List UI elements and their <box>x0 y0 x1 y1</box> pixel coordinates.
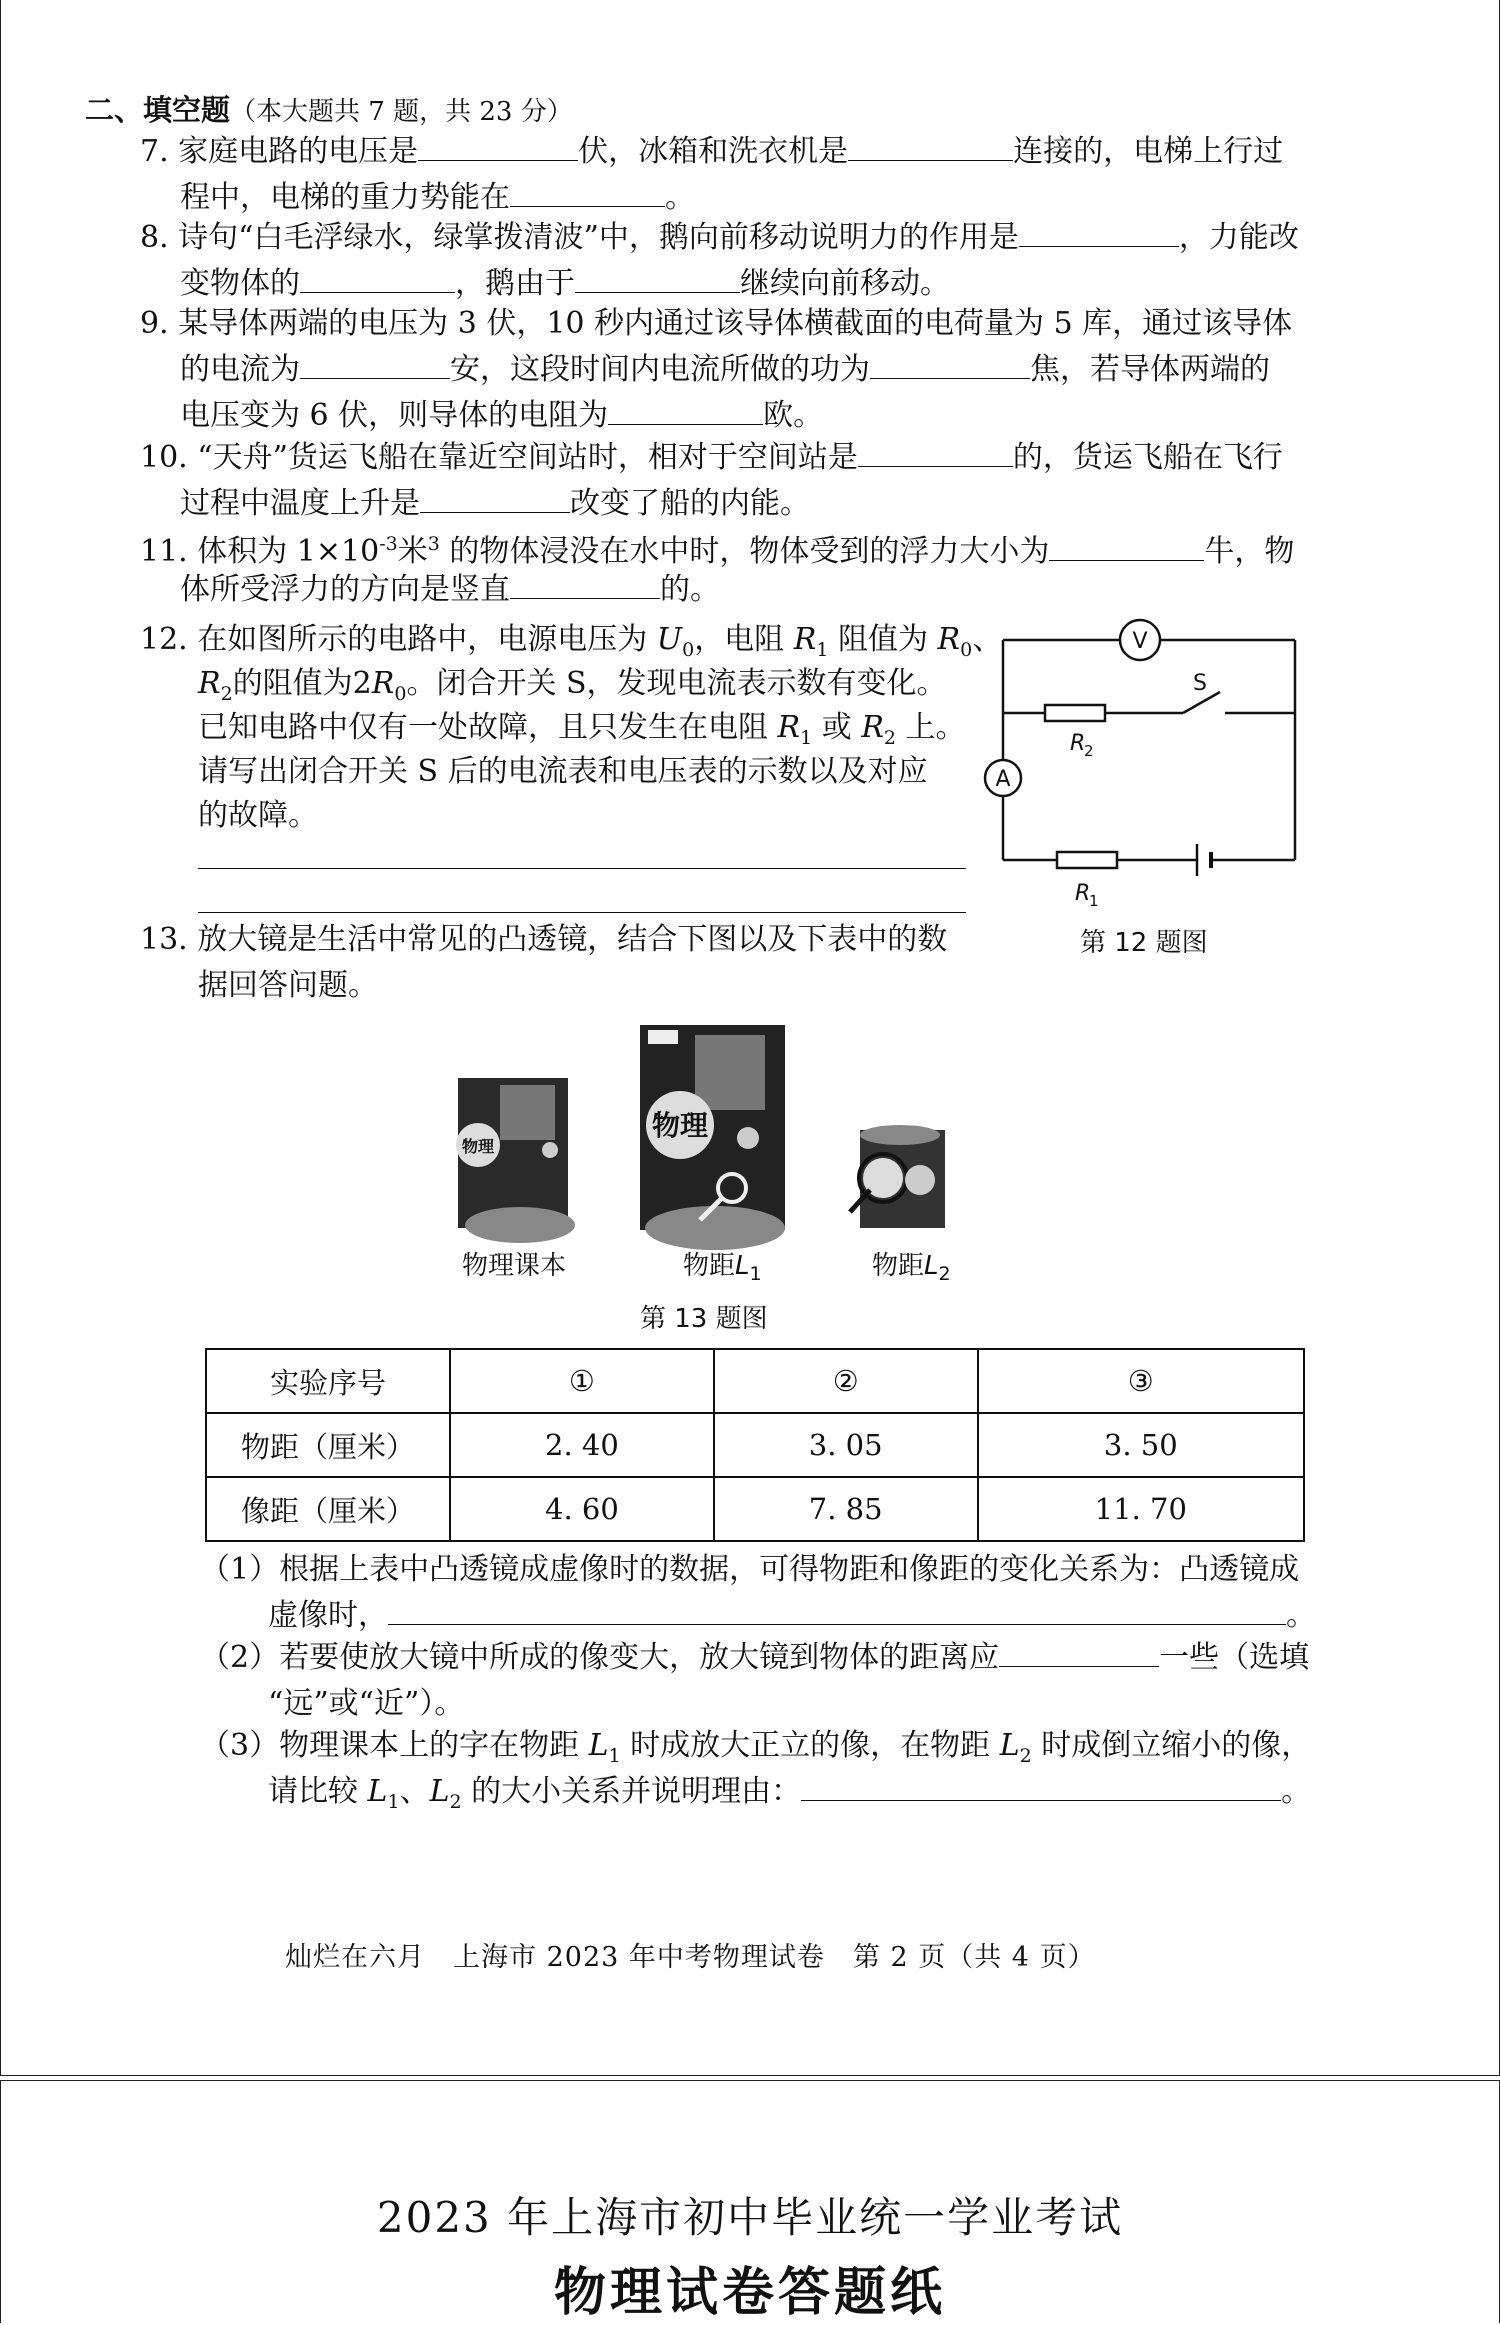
figure-13-books <box>450 1020 1030 1240</box>
question-10-line-1: 10. “天舟”货运飞船在靠近空间站时，相对于空间站是 的，货运飞船在飞行 <box>140 436 1283 480</box>
question-10-line-2: 过程中温度上升是 改变了船的内能。 <box>180 482 810 526</box>
resistor-r1 <box>1057 852 1117 868</box>
sub-question-1-line-1: （1）根据上表中凸透镜成虚像时的数据，可得物距和像距的变化关系为：凸透镜成 <box>200 1552 1300 1587</box>
question-12-line-1: 12. 在如图所示的电路中，电源电压为 $U_0$，电阻 $R_1$ 阻值为 $R_0$、 <box>140 622 1003 661</box>
figure-13-label-3: 物距$L_2$ <box>872 1251 951 1286</box>
figure-13-caption: 第 13 题图 <box>640 1304 768 1334</box>
sub-question-1-line-2: 虚像时， 。 <box>268 1594 1316 1638</box>
resistor-r2 <box>1045 705 1105 721</box>
question-7-line-1: 7. 家庭电路的电压是 伏，冰箱和洗衣机是 连接的，电梯上行过 <box>140 130 1283 174</box>
question-12-line-3: 已知电路中仅有一处故障，且只发生在电阻 $R_1$ 或 $R_2$ 上。 <box>198 710 966 749</box>
question-9-line-2: 的电流为 安，这段时间内电流所做的功为 焦，若导体两端的 <box>180 348 1270 392</box>
question-13-line-2: 据回答问题。 <box>198 968 378 1003</box>
figure-13-label-2: 物距$L_1$ <box>683 1251 762 1286</box>
svg-text:1: 1 <box>1089 892 1099 910</box>
physics-textbook <box>456 1078 575 1243</box>
answer-line-2 <box>198 912 966 913</box>
page-footer: 灿烂在六月 上海市 2023 年中考物理试卷 第 2 页（共 4 页） <box>285 1942 1096 1973</box>
answer-sheet-title: 2023 年上海市初中毕业统一学业考试 <box>376 2193 1124 2242</box>
svg-text:物理: 物理 <box>461 1137 495 1156</box>
question-9-line-3: 电压变为 6 伏，则导体的电阻为 欧。 <box>180 394 823 438</box>
svg-text:S: S <box>1193 671 1207 696</box>
question-8-line-2: 变物体的 ，鹅由于 继续向前移动。 <box>180 262 950 306</box>
sub-question-3-line-2: 请比较 $L_1$、$L_2$ 的大小关系并说明理由： 。 <box>268 1770 1311 1824</box>
question-13-line-1: 13. 放大镜是生活中常见的凸透镜，结合下图以及下表中的数 <box>140 922 948 957</box>
question-11-line-1: 11. 体积为 $1\times 10^{-3}$米$^3$ 的物体浸没在水中时，物体受到的浮力大小为 牛，物 <box>140 522 1294 574</box>
table-row: 物距（厘米） 2. 40 3. 05 3. 50 <box>206 1413 1304 1477</box>
sub-question-2-line-2: “远”或“近”）。 <box>268 1686 465 1721</box>
svg-text:物理: 物理 <box>651 1109 709 1142</box>
section-header: 二、填空题（本大题共 7 题，共 23 分） <box>85 93 573 127</box>
svg-text:A: A <box>995 767 1011 792</box>
question-7-line-2: 程中，电梯的重力势能在 。 <box>180 176 695 220</box>
svg-text:V: V <box>1132 629 1148 654</box>
table-header-row: 实验序号 ① ② ③ <box>206 1349 1304 1413</box>
figure-13-label-1: 物理课本 <box>462 1251 567 1281</box>
data-table <box>205 1348 1305 1542</box>
question-12-line-2: $R_2$的阻值为$2R_0$。闭合开关 S，发现电流表示数有变化。 <box>198 666 947 705</box>
question-12-line-5: 的故障。 <box>198 798 318 833</box>
sub-question-2-line-1: （2）若要使放大镜中所成的像变大，放大镜到物体的距离应 一些（选填 <box>200 1636 1309 1680</box>
svg-text:R: R <box>1075 881 1091 906</box>
svg-text:2: 2 <box>1084 742 1094 760</box>
table-row: 像距（厘米） 4. 60 7. 85 11. 70 <box>206 1477 1304 1541</box>
question-9-line-1: 9. 某导体两端的电压为 3 伏，10 秒内通过该导体横截面的电荷量为 5 库，通过该导体 <box>140 306 1293 341</box>
inverted-book-l2 <box>850 1125 945 1228</box>
answer-line-1 <box>198 868 966 869</box>
question-12-line-4: 请写出闭合开关 S 后的电流表和电压表的示数以及对应 <box>198 754 928 789</box>
svg-text:R: R <box>1070 731 1086 756</box>
figure-12-caption: 第 12 题图 <box>1080 928 1208 958</box>
question-11-line-2: 体所受浮力的方向是竖直 的。 <box>180 568 720 612</box>
answer-sheet-subtitle: 物理试卷答题纸 <box>553 2263 946 2323</box>
magnified-book-l1 <box>640 1025 785 1250</box>
question-8-line-1: 8. 诗句“白毛浮绿水，绿掌拨清波”中，鹅向前移动说明力的作用是 ，力能改 <box>140 216 1299 260</box>
circuit-diagram <box>975 610 1315 910</box>
sub-question-3-line-1: （3）物理课本上的字在物距 $L_1$ 时成放大正立的像，在物距 $L_2$ 时成倒立缩小的像， <box>200 1728 1312 1767</box>
